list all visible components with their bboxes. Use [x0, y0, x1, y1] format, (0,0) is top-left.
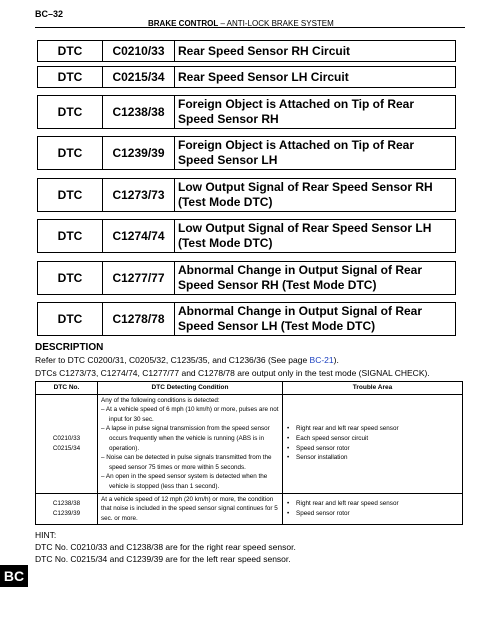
dtc-title-line: Foreign Object is Attached on Tip of Rear [178, 138, 415, 152]
table-row [36, 394, 463, 493]
dtc-title-line: Speed Sensor RH (Test Mode DTC) [178, 278, 377, 292]
dtc-no: C0215/34 [52, 444, 81, 452]
hint-label: HINT: [35, 530, 57, 540]
dtc-label: DTC [38, 303, 103, 335]
condition-cell [98, 493, 283, 525]
dtc-box [37, 40, 456, 62]
description-heading: DESCRIPTION [35, 342, 104, 353]
dtc-no-cell [36, 394, 98, 493]
dtc-no: C0210/33 [52, 434, 81, 442]
reference-prefix: Refer to DTC C0200/31, C0205/32, C1235/35, and C1236/36 (See page [35, 355, 310, 365]
trouble-area-item: • Speed sensor rotor [286, 509, 459, 519]
test-mode-note: DTCs C1273/73, C1274/74, C1277/77 and C1278/78 are output only in the test mode (SIGNAL CHECK). [35, 368, 430, 378]
dtc-no-cell [36, 493, 98, 525]
dtc-box [37, 261, 456, 295]
column-header-dtc-no: DTC No. [36, 382, 98, 395]
trouble-area-cell [283, 493, 463, 525]
page-number: BC–32 [35, 9, 64, 19]
trouble-area-cell [283, 394, 463, 493]
dtc-label: DTC [38, 67, 103, 87]
dtc-code: C1238/38 [103, 96, 175, 128]
condition-item: – Noise can be detected in pulse signals transmitted from the speed sensor 75 times or more within 5 seconds. [101, 454, 272, 471]
condition-item: – A lapse in pulse signal transmission from the speed sensor occurs frequently when the vehicle is running (ABS is in operation). [101, 425, 270, 452]
trouble-area-item: • Each speed sensor circuit [286, 434, 459, 444]
dtc-box [37, 302, 456, 336]
section-tab-bc: BC [0, 565, 28, 587]
dtc-label: DTC [38, 96, 103, 128]
dtc-title-line: Low Output Signal of Rear Speed Sensor LH [178, 221, 432, 235]
dtc-title [175, 67, 455, 87]
dtc-box [37, 95, 456, 129]
header-rule [35, 27, 465, 28]
dtc-label: DTC [38, 262, 103, 294]
hint-line: DTC No. C0215/34 and C1239/39 are for the left rear speed sensor. [35, 554, 291, 564]
dtc-title [175, 262, 455, 294]
dtc-title-line: Rear Speed Sensor LH Circuit [178, 69, 349, 84]
dtc-title [175, 220, 455, 252]
dtc-box [37, 178, 456, 212]
dtc-code: C1277/77 [103, 262, 175, 294]
dtc-box [37, 66, 456, 88]
dtc-code: C0210/33 [103, 41, 175, 61]
dtc-title-line: Speed Sensor LH [178, 153, 278, 167]
section-title-bold: BRAKE CONTROL [148, 19, 219, 28]
dtc-box [37, 136, 456, 170]
condition-item: – At a vehicle speed of 6 mph (10 km/h) or more, pulses are not input for 30 sec. [101, 406, 279, 423]
condition-item: – An open in the speed sensor system is detected when the vehicle is stopped (less than 1 second). [101, 473, 268, 490]
dtc-code: C1239/39 [103, 137, 175, 169]
trouble-area-item: • Speed sensor rotor [286, 444, 459, 454]
dtc-condition-table [35, 381, 463, 525]
dtc-title-line: Abnormal Change in Output Signal of Rear [178, 263, 423, 277]
condition-item: Any of the following conditions is detected: [101, 396, 220, 404]
dtc-title-line: Speed Sensor LH (Test Mode DTC) [178, 319, 376, 333]
trouble-area-item: • Sensor installation [286, 453, 459, 463]
dtc-title [175, 303, 455, 335]
table-row [36, 493, 463, 525]
dtc-box [37, 219, 456, 253]
page-header [35, 9, 465, 31]
dtc-title-line: Foreign Object is Attached on Tip of Rear [178, 97, 415, 111]
reference-suffix: ). [333, 355, 339, 365]
hint-line: DTC No. C0210/33 and C1238/38 are for the right rear speed sensor. [35, 542, 296, 552]
dtc-title-line: (Test Mode DTC) [178, 236, 273, 250]
dtc-code: C0215/34 [103, 67, 175, 87]
condition-item: At a vehicle speed of 12 mph (20 km/h) or more, the condition that noise is included in the speed sensor signal continues for 5 sec. or more. [101, 495, 278, 522]
column-header-trouble-area: Trouble Area [283, 382, 463, 395]
dtc-title-line: Low Output Signal of Rear Speed Sensor RH [178, 180, 433, 194]
condition-cell [98, 394, 283, 493]
dtc-code: C1278/78 [103, 303, 175, 335]
dtc-no: C1239/39 [52, 509, 81, 517]
dtc-title [175, 137, 455, 169]
dtc-title [175, 41, 455, 61]
dtc-code: C1274/74 [103, 220, 175, 252]
dtc-label: DTC [38, 137, 103, 169]
reference-line [35, 355, 339, 365]
dtc-label: DTC [38, 41, 103, 61]
trouble-area-item: • Right rear and left rear speed sensor [286, 424, 459, 434]
dtc-title-line: Abnormal Change in Output Signal of Rear [178, 304, 423, 318]
dtc-label: DTC [38, 220, 103, 252]
dtc-code: C1273/73 [103, 179, 175, 211]
dtc-title-line: Speed Sensor RH [178, 112, 279, 126]
table-header-row [36, 382, 463, 395]
dtc-no: C1238/38 [52, 500, 81, 508]
section-title-rest: – ANTI-LOCK BRAKE SYSTEM [218, 19, 334, 28]
page-reference-link[interactable]: BC-21 [309, 355, 334, 365]
dtc-title [175, 96, 455, 128]
column-header-condition: DTC Detecting Condition [98, 382, 283, 395]
dtc-title [175, 179, 455, 211]
hint-block [35, 529, 296, 565]
dtc-label: DTC [38, 179, 103, 211]
trouble-area-item: • Right rear and left rear speed sensor [286, 499, 459, 509]
dtc-title-line: (Test Mode DTC) [178, 195, 273, 209]
dtc-title-line: Rear Speed Sensor RH Circuit [178, 43, 351, 58]
